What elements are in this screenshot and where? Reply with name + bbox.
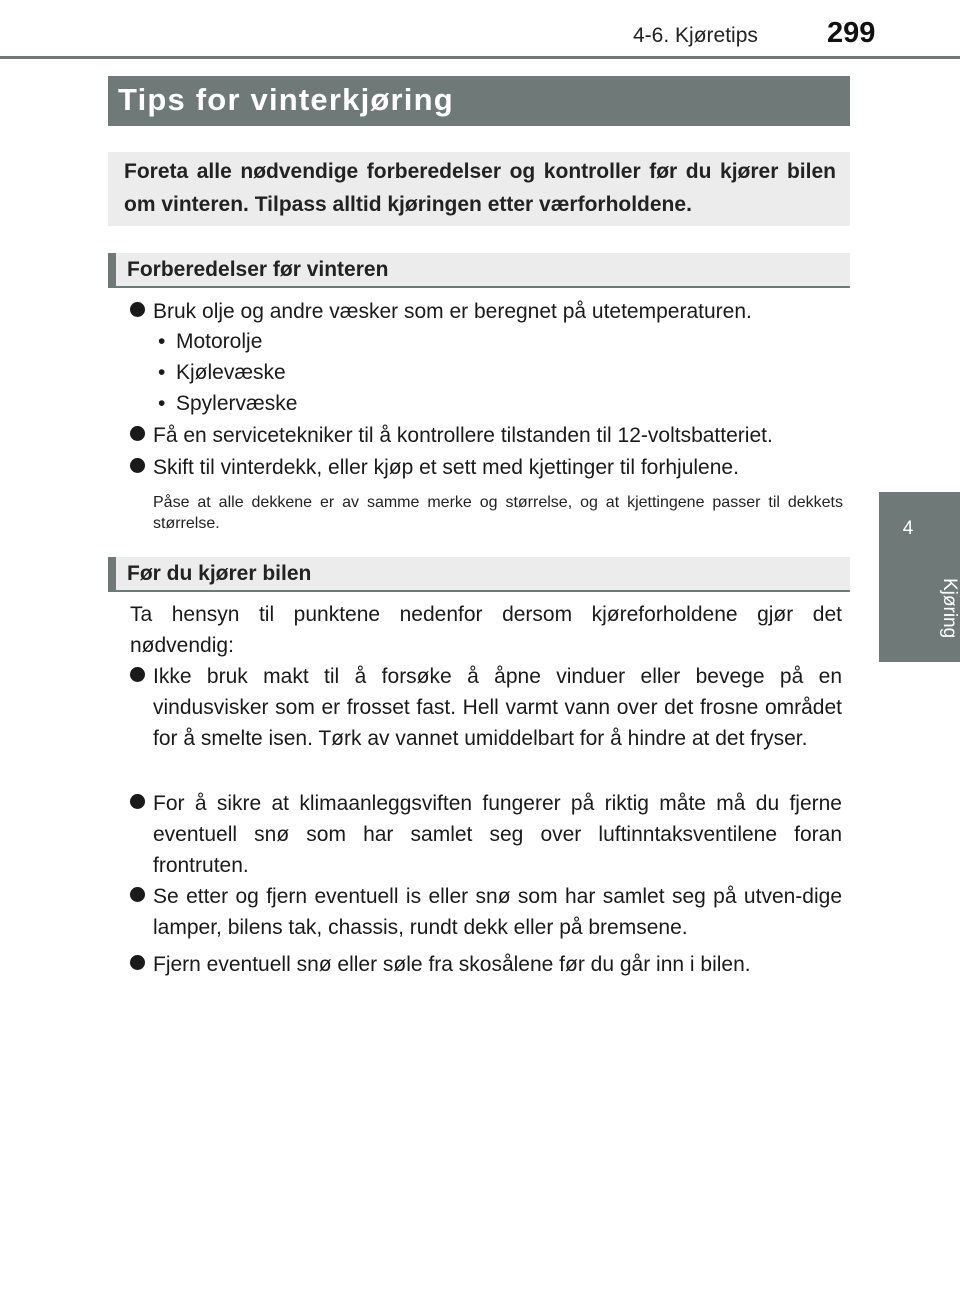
section-heading-before-driving <box>108 557 850 592</box>
intro-text: Foreta alle nødvendige forberedelser og kontroller før du kjører bilen om vinteren. Tilpass alltid kjøringen etter værforholdene. <box>124 160 836 216</box>
sub-item-text: Spylervæske <box>176 392 298 415</box>
sub-item-text: Motorolje <box>176 330 263 353</box>
bullet-dot-icon <box>130 887 145 902</box>
section-accent-bar <box>108 557 116 590</box>
note-text: Påse at alle dekkene er av samme merke og størrelse, og at kjettingene passer til dekkets størrelse. <box>153 494 843 532</box>
bullet-text: Ikke bruk makt til å forsøke å åpne vinduer eller bevege på en vindusvisker som er frosset fast. Hell varmt vann over det frosne området for å smelte isen. Tørk av vannet umiddelbart for å hindre at det fryser. <box>153 665 842 750</box>
bullet-dot-icon <box>130 955 145 970</box>
page-number: 299 <box>827 17 876 49</box>
page-title: Tips for vinterkjøring <box>118 82 454 117</box>
intro-box <box>108 152 850 226</box>
bullet-item <box>130 452 842 483</box>
bullet-dot-icon <box>130 458 145 473</box>
header-section-title: 4-6. Kjøretips <box>633 24 758 47</box>
sub-item-text: Kjølevæske <box>176 361 286 384</box>
bullet-item <box>130 788 842 881</box>
bullet-item <box>130 661 842 754</box>
bullet-text: Få en servicetekniker til å kontrollere tilstanden til 12-voltsbatteriet. <box>153 424 773 447</box>
section-intro-paragraph: Ta hensyn til punktene nedenfor dersom kjøreforholdene gjør det nødvendig: <box>130 603 842 657</box>
bullet-item <box>130 420 842 451</box>
bullet-dot-icon <box>130 426 145 441</box>
bullet-text: Bruk olje og andre væsker som er beregnet på utetemperaturen. <box>153 300 752 323</box>
chapter-label: Kjøring <box>939 578 960 639</box>
sub-bullet-icon: • <box>158 330 166 353</box>
bullet-item <box>130 881 842 943</box>
bullet-dot-icon <box>130 302 145 317</box>
bullet-text: Se etter og fjern eventuell is eller snø som har samlet seg på utven-dige lamper, bilens tak, chassis, rundt dekk eller på bremsene. <box>153 885 842 939</box>
bullet-dot-icon <box>130 667 145 682</box>
page-title-bar <box>108 76 850 126</box>
sub-bullet-icon: • <box>158 392 166 415</box>
header-divider <box>0 56 960 59</box>
sub-bullet-icon: • <box>158 361 166 384</box>
section-accent-bar <box>108 253 116 286</box>
section-heading-label: Før du kjører bilen <box>127 562 312 585</box>
bullet-text: For å sikre at klimaanleggsviften fungerer på riktig måte må du fjerne eventuell snø som har samlet seg over luftinntaksventilene foran frontruten. <box>153 792 842 877</box>
section-heading-label: Forberedelser før vinteren <box>127 258 389 281</box>
section-heading-preparations <box>108 253 850 288</box>
bullet-dot-icon <box>130 794 145 809</box>
bullet-text: Skift til vinterdekk, eller kjøp et sett med kjettinger til forhjulene. <box>153 456 739 479</box>
sub-list-item <box>158 357 286 388</box>
bullet-item <box>130 296 842 327</box>
bullet-item <box>130 949 842 980</box>
sub-list-item <box>158 326 262 357</box>
bullet-text: Fjern eventuell snø eller søle fra skosålene før du går inn i bilen. <box>153 953 751 976</box>
chapter-number: 4 <box>902 518 914 539</box>
sub-list-item <box>158 388 297 419</box>
